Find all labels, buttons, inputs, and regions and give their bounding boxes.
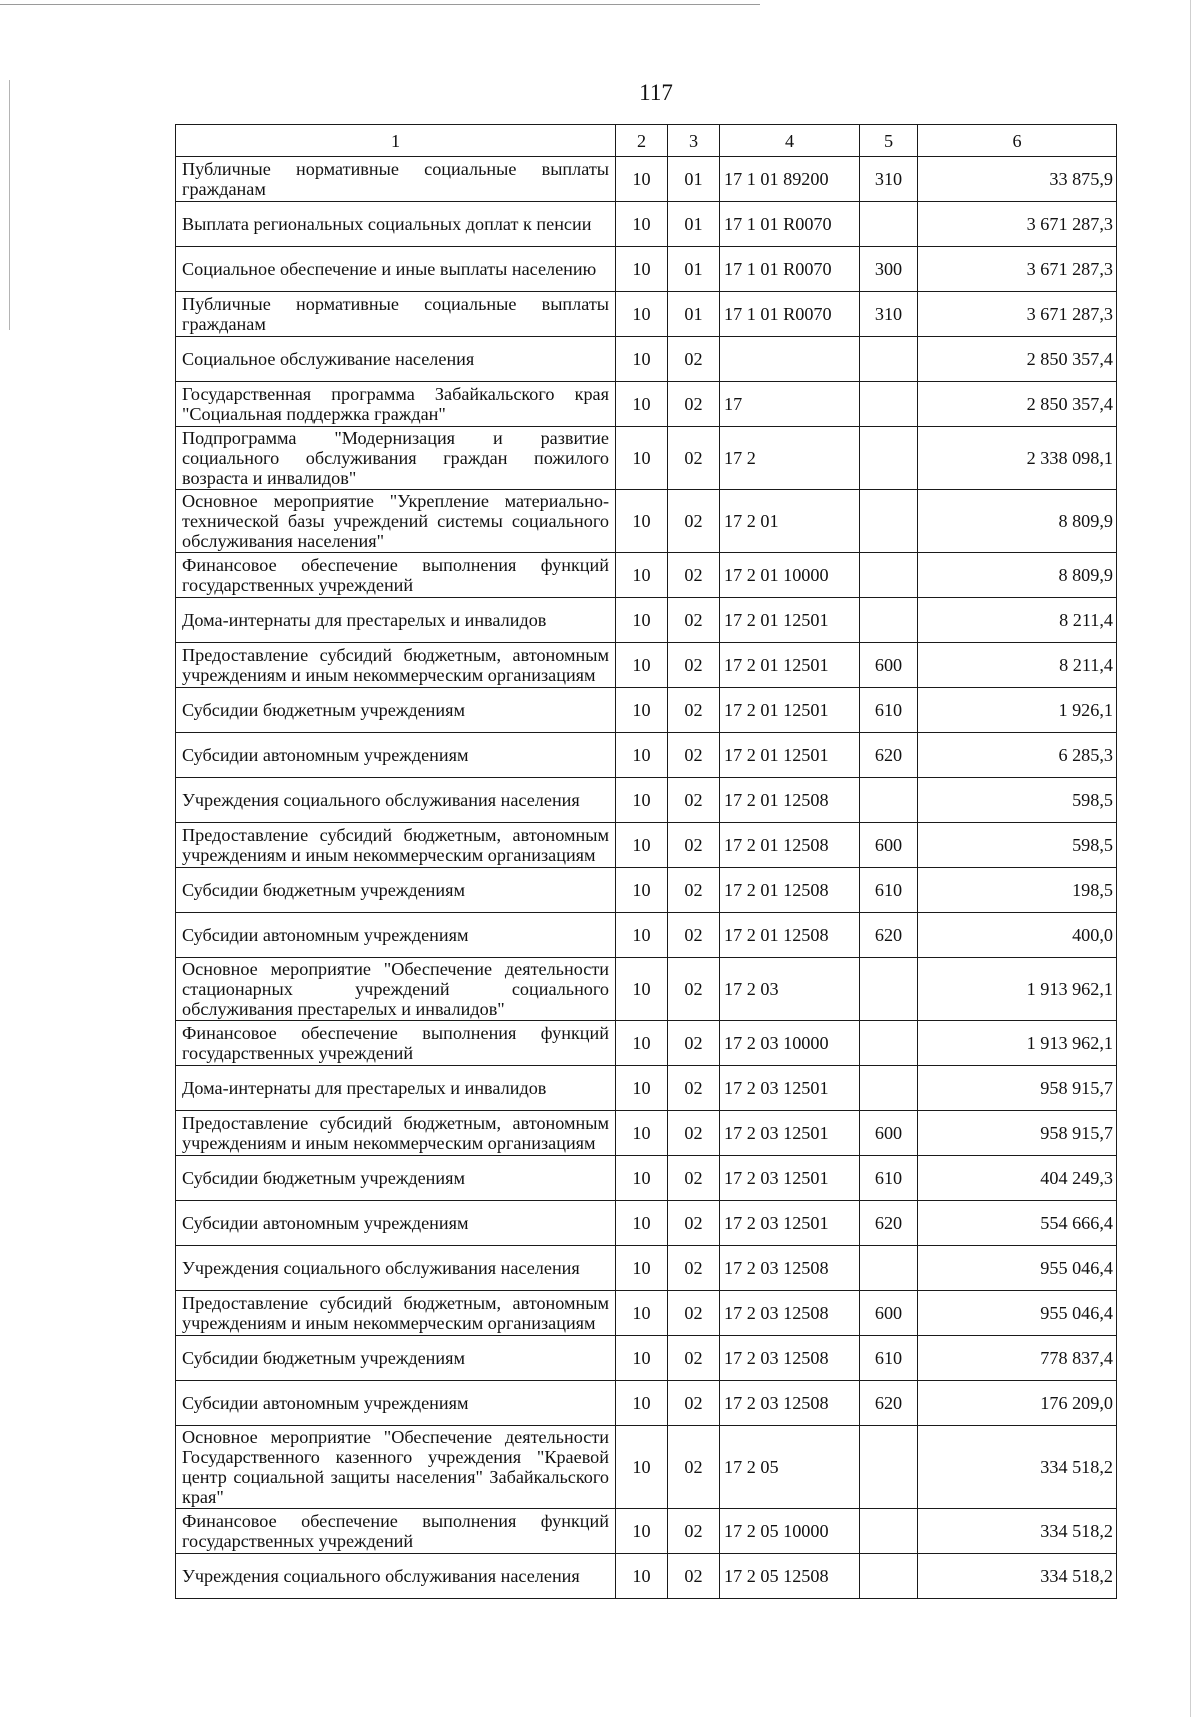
table-row (176, 1336, 1117, 1381)
row-subsection: 02 (668, 823, 720, 868)
table-row (176, 1246, 1117, 1291)
row-section: 10 (616, 1509, 668, 1554)
row-amount: 1 926,1 (918, 688, 1117, 733)
row-target-article: 17 2 05 10000 (720, 1509, 860, 1554)
row-expense-type: 610 (860, 1336, 918, 1381)
row-amount: 404 249,3 (918, 1156, 1117, 1201)
row-section: 10 (616, 778, 668, 823)
row-amount: 8 809,9 (918, 553, 1117, 598)
table-row (176, 1509, 1117, 1554)
row-amount: 955 046,4 (918, 1291, 1117, 1336)
row-expense-type (860, 202, 918, 247)
row-expense-type (860, 1066, 918, 1111)
table-row (176, 868, 1117, 913)
row-target-article: 17 2 03 12508 (720, 1246, 860, 1291)
row-section: 10 (616, 958, 668, 1021)
row-subsection: 02 (668, 1381, 720, 1426)
row-amount: 958 915,7 (918, 1066, 1117, 1111)
row-subsection: 02 (668, 958, 720, 1021)
table-row (176, 913, 1117, 958)
row-expense-type: 620 (860, 913, 918, 958)
row-section: 10 (616, 553, 668, 598)
row-section: 10 (616, 1201, 668, 1246)
row-amount: 2 850 357,4 (918, 337, 1117, 382)
col-header-name: 1 (176, 125, 616, 157)
row-name: Субсидии бюджетным учреждениям (176, 868, 616, 913)
row-amount: 334 518,2 (918, 1509, 1117, 1554)
row-target-article: 17 2 03 12501 (720, 1156, 860, 1201)
row-name: Учреждения социального обслуживания населения (176, 1246, 616, 1291)
row-amount: 334 518,2 (918, 1426, 1117, 1509)
table-row (176, 1554, 1117, 1599)
row-target-article: 17 2 (720, 427, 860, 490)
row-target-article (720, 337, 860, 382)
row-amount: 778 837,4 (918, 1336, 1117, 1381)
row-subsection: 02 (668, 553, 720, 598)
row-target-article: 17 2 01 10000 (720, 553, 860, 598)
row-name: Учреждения социального обслуживания населения (176, 778, 616, 823)
row-subsection: 02 (668, 1246, 720, 1291)
row-section: 10 (616, 1156, 668, 1201)
row-expense-type: 620 (860, 1201, 918, 1246)
row-amount: 1 913 962,1 (918, 958, 1117, 1021)
row-name: Субсидии автономным учреждениям (176, 1201, 616, 1246)
row-subsection: 02 (668, 1291, 720, 1336)
row-expense-type (860, 427, 918, 490)
row-expense-type (860, 1554, 918, 1599)
table-row (176, 382, 1117, 427)
row-subsection: 02 (668, 1156, 720, 1201)
row-amount: 955 046,4 (918, 1246, 1117, 1291)
table-row (176, 643, 1117, 688)
row-expense-type (860, 382, 918, 427)
row-expense-type: 610 (860, 688, 918, 733)
row-target-article: 17 2 03 10000 (720, 1021, 860, 1066)
col-header-amount: 6 (918, 125, 1117, 157)
row-subsection: 01 (668, 292, 720, 337)
row-name: Предоставление субсидий бюджетным, автономным учреждениям и иным некоммерческим организациям (176, 643, 616, 688)
row-target-article: 17 2 03 12508 (720, 1336, 860, 1381)
row-expense-type (860, 1246, 918, 1291)
table-row (176, 778, 1117, 823)
row-name: Дома-интернаты для престарелых и инвалидов (176, 1066, 616, 1111)
row-subsection: 02 (668, 1021, 720, 1066)
row-section: 10 (616, 1381, 668, 1426)
table-row (176, 823, 1117, 868)
row-amount: 3 671 287,3 (918, 247, 1117, 292)
row-amount: 3 671 287,3 (918, 292, 1117, 337)
row-name: Предоставление субсидий бюджетным, автономным учреждениям и иным некоммерческим организациям (176, 1291, 616, 1336)
row-expense-type (860, 490, 918, 553)
row-amount: 554 666,4 (918, 1201, 1117, 1246)
scan-border-right (1190, 0, 1191, 1717)
row-expense-type (860, 1509, 918, 1554)
row-section: 10 (616, 157, 668, 202)
row-section: 10 (616, 1021, 668, 1066)
row-name: Публичные нормативные социальные выплаты гражданам (176, 292, 616, 337)
table-row (176, 1291, 1117, 1336)
table-row (176, 688, 1117, 733)
row-amount: 1 913 962,1 (918, 1021, 1117, 1066)
row-expense-type: 620 (860, 733, 918, 778)
row-section: 10 (616, 823, 668, 868)
row-name: Субсидии бюджетным учреждениям (176, 1156, 616, 1201)
col-header-section: 2 (616, 125, 668, 157)
row-name: Дома-интернаты для престарелых и инвалидов (176, 598, 616, 643)
row-name: Финансовое обеспечение выполнения функций государственных учреждений (176, 553, 616, 598)
row-subsection: 01 (668, 247, 720, 292)
row-name: Основное мероприятие "Обеспечение деятельности Государственного казенного учреждения "Краевой центр социальной защиты населения" Забайкальского края" (176, 1426, 616, 1509)
row-section: 10 (616, 1426, 668, 1509)
table-row (176, 157, 1117, 202)
page-number: 117 (639, 80, 673, 105)
table-row (176, 1156, 1117, 1201)
row-expense-type (860, 958, 918, 1021)
row-subsection: 02 (668, 337, 720, 382)
row-target-article: 17 2 03 12501 (720, 1201, 860, 1246)
row-subsection: 02 (668, 868, 720, 913)
row-expense-type (860, 778, 918, 823)
row-target-article: 17 (720, 382, 860, 427)
table-row (176, 1426, 1117, 1509)
row-name: Учреждения социального обслуживания населения (176, 1554, 616, 1599)
col-header-target-article: 4 (720, 125, 860, 157)
row-section: 10 (616, 1291, 668, 1336)
row-name: Субсидии автономным учреждениям (176, 913, 616, 958)
row-amount: 2 850 357,4 (918, 382, 1117, 427)
row-section: 10 (616, 1066, 668, 1111)
row-name: Основное мероприятие "Укрепление материально-технической базы учреждений системы социального обслуживания населения" (176, 490, 616, 553)
row-target-article: 17 2 01 12508 (720, 913, 860, 958)
row-target-article: 17 2 03 12508 (720, 1291, 860, 1336)
row-section: 10 (616, 427, 668, 490)
table-row (176, 958, 1117, 1021)
row-expense-type (860, 553, 918, 598)
row-expense-type (860, 337, 918, 382)
row-amount: 3 671 287,3 (918, 202, 1117, 247)
row-section: 10 (616, 688, 668, 733)
row-name: Предоставление субсидий бюджетным, автономным учреждениям и иным некоммерческим организациям (176, 823, 616, 868)
row-subsection: 02 (668, 688, 720, 733)
row-target-article: 17 2 03 12501 (720, 1066, 860, 1111)
row-expense-type (860, 1021, 918, 1066)
row-target-article: 17 2 01 12501 (720, 733, 860, 778)
row-subsection: 02 (668, 1201, 720, 1246)
row-name: Финансовое обеспечение выполнения функций государственных учреждений (176, 1021, 616, 1066)
row-section: 10 (616, 1246, 668, 1291)
row-target-article: 17 2 01 12501 (720, 598, 860, 643)
row-expense-type: 600 (860, 823, 918, 868)
col-header-expense-type: 5 (860, 125, 918, 157)
table-row (176, 1381, 1117, 1426)
row-subsection: 02 (668, 490, 720, 553)
row-target-article: 17 1 01 89200 (720, 157, 860, 202)
row-section: 10 (616, 202, 668, 247)
row-expense-type: 600 (860, 643, 918, 688)
row-subsection: 02 (668, 1426, 720, 1509)
row-name: Субсидии бюджетным учреждениям (176, 688, 616, 733)
row-name: Субсидии бюджетным учреждениям (176, 1336, 616, 1381)
col-header-subsection: 3 (668, 125, 720, 157)
row-expense-type: 310 (860, 292, 918, 337)
row-expense-type (860, 598, 918, 643)
row-section: 10 (616, 1111, 668, 1156)
row-target-article: 17 2 05 (720, 1426, 860, 1509)
row-amount: 598,5 (918, 823, 1117, 868)
row-subsection: 01 (668, 202, 720, 247)
row-name: Подпрограмма "Модернизация и развитие социального обслуживания граждан пожилого возраста и инвалидов" (176, 427, 616, 490)
row-name: Социальное обслуживание населения (176, 337, 616, 382)
row-amount: 8 809,9 (918, 490, 1117, 553)
row-subsection: 02 (668, 733, 720, 778)
row-subsection: 02 (668, 1554, 720, 1599)
row-name: Социальное обеспечение и иные выплаты населению (176, 247, 616, 292)
row-section: 10 (616, 247, 668, 292)
row-name: Субсидии автономным учреждениям (176, 1381, 616, 1426)
row-amount: 198,5 (918, 868, 1117, 913)
row-section: 10 (616, 1554, 668, 1599)
row-name: Предоставление субсидий бюджетным, автономным учреждениям и иным некоммерческим организациям (176, 1111, 616, 1156)
table-row (176, 553, 1117, 598)
table-row (176, 202, 1117, 247)
row-amount: 6 285,3 (918, 733, 1117, 778)
row-target-article: 17 2 01 12501 (720, 643, 860, 688)
row-section: 10 (616, 337, 668, 382)
row-section: 10 (616, 1336, 668, 1381)
table-row (176, 247, 1117, 292)
row-expense-type: 610 (860, 1156, 918, 1201)
table-row (176, 598, 1117, 643)
row-section: 10 (616, 733, 668, 778)
row-subsection: 02 (668, 382, 720, 427)
table-row (176, 1201, 1117, 1246)
row-section: 10 (616, 598, 668, 643)
table-body (176, 157, 1117, 1599)
row-expense-type: 610 (860, 868, 918, 913)
row-target-article: 17 2 01 12508 (720, 868, 860, 913)
row-amount: 334 518,2 (918, 1554, 1117, 1599)
row-name: Публичные нормативные социальные выплаты гражданам (176, 157, 616, 202)
row-subsection: 02 (668, 913, 720, 958)
row-section: 10 (616, 913, 668, 958)
table-row (176, 733, 1117, 778)
row-target-article: 17 1 01 R0070 (720, 202, 860, 247)
row-name: Финансовое обеспечение выполнения функций государственных учреждений (176, 1509, 616, 1554)
row-section: 10 (616, 292, 668, 337)
row-target-article: 17 2 03 12501 (720, 1111, 860, 1156)
table-row (176, 1066, 1117, 1111)
scan-border-left (9, 80, 10, 330)
row-subsection: 02 (668, 598, 720, 643)
row-target-article: 17 2 01 12508 (720, 823, 860, 868)
row-amount: 8 211,4 (918, 598, 1117, 643)
row-subsection: 02 (668, 778, 720, 823)
row-subsection: 02 (668, 1066, 720, 1111)
table-row (176, 1021, 1117, 1066)
row-target-article: 17 2 05 12508 (720, 1554, 860, 1599)
row-name: Основное мероприятие "Обеспечение деятельности стационарных учреждений социального обслуживания престарелых и инвалидов" (176, 958, 616, 1021)
row-subsection: 02 (668, 643, 720, 688)
table-row (176, 490, 1117, 553)
scan-border-top (0, 4, 760, 5)
row-amount: 958 915,7 (918, 1111, 1117, 1156)
row-amount: 176 209,0 (918, 1381, 1117, 1426)
row-section: 10 (616, 490, 668, 553)
row-section: 10 (616, 382, 668, 427)
row-name: Государственная программа Забайкальского края "Социальная поддержка граждан" (176, 382, 616, 427)
row-expense-type (860, 1426, 918, 1509)
row-target-article: 17 2 01 (720, 490, 860, 553)
row-expense-type: 300 (860, 247, 918, 292)
row-amount: 598,5 (918, 778, 1117, 823)
row-expense-type: 310 (860, 157, 918, 202)
row-expense-type: 620 (860, 1381, 918, 1426)
header-row (176, 125, 1117, 157)
row-target-article: 17 1 01 R0070 (720, 247, 860, 292)
row-expense-type: 600 (860, 1111, 918, 1156)
row-section: 10 (616, 868, 668, 913)
row-section: 10 (616, 643, 668, 688)
row-target-article: 17 2 01 12508 (720, 778, 860, 823)
row-subsection: 02 (668, 1336, 720, 1381)
row-amount: 8 211,4 (918, 643, 1117, 688)
row-target-article: 17 1 01 R0070 (720, 292, 860, 337)
table-row (176, 292, 1117, 337)
row-target-article: 17 2 03 (720, 958, 860, 1021)
row-subsection: 02 (668, 1509, 720, 1554)
row-name: Субсидии автономным учреждениям (176, 733, 616, 778)
row-subsection: 02 (668, 427, 720, 490)
row-name: Выплата региональных социальных доплат к пенсии (176, 202, 616, 247)
row-target-article: 17 2 03 12508 (720, 1381, 860, 1426)
row-subsection: 02 (668, 1111, 720, 1156)
row-target-article: 17 2 01 12501 (720, 688, 860, 733)
row-expense-type: 600 (860, 1291, 918, 1336)
table-row (176, 427, 1117, 490)
row-subsection: 01 (668, 157, 720, 202)
table-row (176, 337, 1117, 382)
budget-table (175, 124, 1117, 1599)
table-row (176, 1111, 1117, 1156)
row-amount: 2 338 098,1 (918, 427, 1117, 490)
row-amount: 400,0 (918, 913, 1117, 958)
table-header (176, 125, 1117, 157)
row-amount: 33 875,9 (918, 157, 1117, 202)
